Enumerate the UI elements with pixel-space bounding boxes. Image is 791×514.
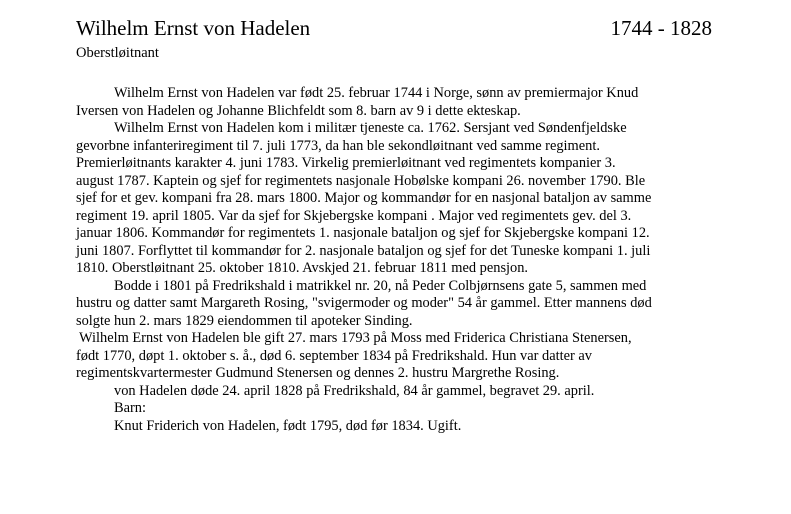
text-line: Iversen von Hadelen og Johanne Blichfeldt som 8. barn av 9 i dette ekteskap.: [76, 102, 521, 119]
text-line: Bodde i 1801 på Fredrikshald i matrikkel nr. 20, nå Peder Colbjørnsens gate 5, sammen med: [114, 277, 647, 294]
text-line: født 1770, døpt 1. oktober s. å., død 6. september 1834 på Fredrikshald. Hun var datter av: [76, 347, 592, 364]
life-years-heading: 1744 - 1828: [610, 16, 712, 40]
person-name-heading: Wilhelm Ernst von Hadelen: [76, 16, 311, 40]
text-line: januar 1806. Kommandør for regimentets 1. nasjonale bataljon og sjef for Skjebergske kompani 12.: [76, 225, 650, 241]
text-line: Wilhelm Ernst von Hadelen kom i militær tjeneste ca. 1762. Sersjant ved Søndenfjeldske: [114, 120, 627, 136]
text-line: Premierløitnants karakter 4. juni 1783. Virkelig premierløitnant ved regimentets kompanier 3.: [76, 155, 616, 171]
rank-subtitle: Oberstløitnant: [76, 45, 159, 61]
biography-text: [76, 85, 736, 435]
text-line: regimentskvartermester Gudmund Stenersen og dennes 2. hustru Margrethe Rosing.: [76, 365, 560, 381]
text-line: Barn:: [114, 400, 146, 416]
text-line: regiment 19. april 1805. Var da sjef for Skjebergske kompani . Major ved regimentets gev. del 3.: [76, 207, 632, 224]
text-line: Wilhelm Ernst von Hadelen var født 25. februar 1744 i Norge, sønn av premiermajor Knud: [114, 85, 639, 101]
text-line: solgte hun 2. mars 1829 eiendommen til apoteker Sinding.: [76, 312, 413, 329]
text-line: gevorbne infanteriregiment til 7. juli 1773, da han ble sekondløitnant ved samme regiment.: [76, 137, 600, 154]
text-line: sjef for et gev. kompani fra 28. mars 1800. Major og kommandør for en nasjonal bataljon av samme: [76, 190, 652, 206]
text-line: august 1787. Kaptein og sjef for regimentets nasjonale Hobølske kompani 26. november 1790. Ble: [76, 172, 646, 189]
text-line: 1810. Oberstløitnant 25. oktober 1810. Avskjed 21. februar 1811 med pensjon.: [76, 260, 529, 276]
text-line: Wilhelm Ernst von Hadelen ble gift 27. mars 1793 på Moss med Friderica Christiana Stenersen,: [79, 330, 632, 346]
text-line: juni 1807. Forflyttet til kommandør for 2. nasjonale bataljon og sjef for det Tuneske kompani 1. juli: [76, 242, 651, 259]
text-line: von Hadelen døde 24. april 1828 på Fredrikshald, 84 år gammel, begravet 29. april.: [114, 382, 595, 399]
text-line: Knut Friderich von Hadelen, født 1795, død før 1834. Ugift.: [114, 417, 462, 434]
text-line: hustru og datter samt Margareth Rosing, "svigermoder og moder" 54 år gammel. Etter mannens død: [76, 295, 652, 311]
title-row: [76, 13, 716, 43]
